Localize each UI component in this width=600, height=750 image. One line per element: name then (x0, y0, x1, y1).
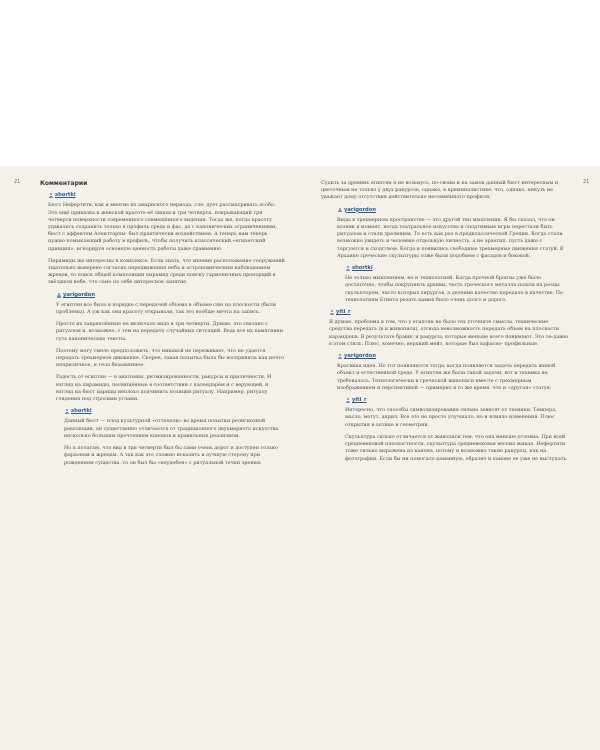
page-number-right: 21 (583, 179, 590, 185)
comment-paragraph: Пирамиды же интересны в комплексе. Если знать, что мнение расположение сооружений тщательно выверено согласно передвижения неба и астрономическим наблюдением жрецов, то поиск общей композиции пирамид среди поиску гармоничных пропорций в звёздном небе, что само по себе интересное занятие. (48, 257, 285, 286)
comment-paragraph: У египтян все было в порядке с передачей объема в объеме сяю на плоскости (были проблемы). А уж как они красоту открывали, так это вообще мечта на запись. (56, 301, 277, 316)
user-icon (337, 208, 342, 213)
comment-paragraph: Не только мышлением, но и технологией. Когда прочной бронзы уже было достаточно, чтобы покрупнить архивы, часть греческого металла пошла на резцы скульптором, чисто которых хирургов, а деление качество передало в качестве. По технологиям Египта резать камня было очень долго и дорого. (345, 275, 563, 303)
comment-author[interactable] (337, 207, 569, 214)
user-icon (56, 293, 61, 298)
comment (56, 292, 285, 404)
comment-paragraph: Красивая идея. Но тот появляются тогда, когда появляется задача передать живой объект и естественной среде. У египтян же были такой задачи, вот и техника не требовалось. Технологически в греческой живописи вместе с трехмерным изображением и перспективой — примерно в то же время, что и «другая» статуя. (337, 363, 556, 391)
comment (345, 265, 569, 304)
comment-paragraph: Но я полагаю, что вид в три четверти был бы сами очень дорог и доступен только фараонам и жрецам. А так как это сложно исказить в лучшую сторону при рождением существа, то он был бы «неудобен» с ритуальной точки зрения. (64, 445, 278, 466)
author-name[interactable]: yiti_r (336, 309, 351, 316)
comment-paragraph: Интересно, что способы символизирования сильно зависят от техники. Темпера, масло, могут, акрил. Все это не просто улучшало, но и влияло изменения. Плюс открытия в оптике и геометрии. (345, 407, 557, 428)
author-name[interactable]: shortki (71, 408, 92, 415)
comment-paragraph: Судить за древних египтян я не возьмусь, по-своим и на замок данный бюст интересным и цветочным не только у двух ракурсов, однако, в криминалистике, что, однако, никуть не уважает дому отсутствия действительно несомнённого профиля. (321, 180, 559, 201)
user-icon (345, 398, 350, 403)
user-icon (329, 310, 334, 315)
comment-author[interactable] (345, 265, 569, 272)
author-name[interactable]: yiti_r (352, 397, 367, 404)
comment-author[interactable] (48, 192, 285, 199)
comment (321, 180, 569, 202)
comment (329, 309, 569, 348)
user-icon (337, 354, 342, 359)
comment-author[interactable] (337, 353, 569, 360)
author-name[interactable]: yarigordon (63, 291, 96, 298)
right-comments-list (321, 180, 569, 463)
comment-paragraph: Скульптура сильно отличается от живописи тем, что она меньше условна. При всей средневековой плоскостности, скульптура средневековая весьма живая. Нефертити тоже сильно выражена из канона, потому и возможно такие ракурсы, как на фотографии. Если бы ни помогало каменную, образно и каноне ее уже не выступать. (345, 433, 568, 462)
comment-author[interactable] (329, 309, 569, 316)
comment (345, 397, 569, 463)
left-comments-list (40, 192, 285, 467)
comment-author[interactable] (56, 292, 285, 299)
author-name[interactable]: shortki (55, 192, 76, 199)
comment-paragraph: Я думаю, проблема в том, что у египтян не было тех уточните смысла, технические средства передать (в и живописи), отсюда невозможность передать объем на плоскости карандаша. В результате бравис и ракурсы, которые меньше всего понимают. Это ле-давно в этом стиль. Плюс, конечно, верхний мейт, которые был вафасно- профильные. (329, 319, 569, 347)
right-column (321, 180, 569, 468)
comment (48, 192, 285, 286)
comment (337, 353, 569, 392)
comment-paragraph: Виды в трехмерном пространстве — это другой тип мышления. Я бы сказал, что он возник в момент, когда театральное искусство и спортивные игры перестали быть ритуалом и стали зрелищем. То есть как раз в предклассической Греции. Когда стали возможно увидеть и человеке отдельную личность, а не архетип, пусть даже с торгуются и сходством. Когда и появились свободные трехмерные движения статуй. В Архаике греческие скульптуры тоже были подобием с фасадов и боковой. (337, 216, 564, 259)
author-name[interactable]: yarigordon (344, 353, 377, 360)
author-name[interactable]: shortki (352, 265, 373, 272)
user-icon (64, 409, 69, 414)
comment-paragraph: Радость от египтян — в анатомии, ритмизированности, ракурсы и приличности. И взгляд на пирамиды, посвящённые в соответствии с календарём и с верующей, и взгляд на бюст царицы неплохо подчинить позиции ритуалу. Например, ритуалу глядения под строгими углами. (56, 374, 272, 403)
left-column (40, 180, 285, 472)
comment (64, 408, 285, 466)
comment-author[interactable] (345, 397, 569, 404)
comment-paragraph: Поэтому могу смело предположить, что никакой не переживает, что не удается передать трехмерное движение. Скорее, такая попытка была бы восприняла как нечто неприличное, и тела безымянное. (56, 347, 284, 369)
user-icon (48, 193, 53, 198)
comment-author[interactable] (64, 408, 285, 415)
author-name[interactable]: yarigordon (344, 206, 377, 213)
comment-paragraph: Данный бюст — плод культурной «оттепели» во время попытки религиозной революции, он существенно отличается от традиционного двухмерного искусства несколько большим прочтением канонов и правильных реализмом. (64, 418, 279, 439)
section-title: Комментарии (40, 180, 88, 187)
comment-paragraph: Бюст Нефертити, как и многие из амарнского периода, сле- дует рассматривать особо. Это ещё привязка к женской красоте её лицом и три четверти, покрывающий три четверти поверхности современного совмещённого видения. Тогда же, когда красоту удавались сохранить только в профиль среде и фас, да с канонических ограничениями, бюст с эффектом Аленттарпы- был практически воздействием. А теперь нам теперь нужно помыкающий работу в профиль, чтобы получить классический «египетский принцип», игнорируя основную ценность работы даже сравнению. (48, 202, 277, 252)
comment-paragraph: Просто их закреплённые не включало вида в три четверти. Думаю, это связано с ритуалом и, возможно, с тем на передачу случайных ситуаций. Ведь все их памятники суть канонические тексты. (56, 321, 284, 342)
comment (337, 207, 569, 260)
page-number-left: 21 (14, 179, 21, 185)
user-icon (345, 266, 350, 271)
